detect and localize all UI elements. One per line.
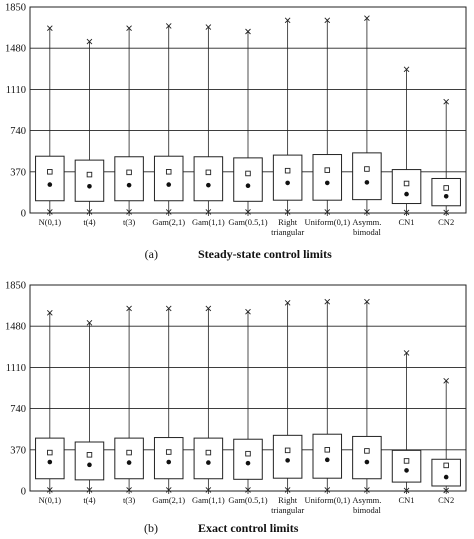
box-iqr bbox=[36, 156, 65, 201]
box-iqr bbox=[313, 155, 342, 201]
x-category-label: Gam(1,1) bbox=[191, 495, 225, 505]
median-marker bbox=[404, 468, 409, 473]
x-category-label: Right bbox=[278, 217, 298, 227]
median-marker bbox=[206, 183, 211, 188]
y-tick-label: 1850 bbox=[5, 280, 26, 292]
median-marker bbox=[246, 461, 251, 466]
x-category-label: t(4) bbox=[83, 217, 96, 227]
mean-marker bbox=[444, 463, 449, 468]
box-iqr bbox=[194, 438, 223, 479]
mean-marker bbox=[246, 451, 251, 456]
mean-marker bbox=[285, 168, 290, 173]
median-marker bbox=[285, 181, 290, 186]
caption-title-a: Steady-state control limits bbox=[198, 247, 332, 261]
box-iqr bbox=[75, 442, 104, 480]
box-iqr bbox=[75, 160, 104, 201]
x-category-label: Gam(1,1) bbox=[191, 217, 225, 227]
median-marker bbox=[246, 183, 251, 188]
plot-layer-a bbox=[5, 3, 466, 238]
median-marker bbox=[365, 460, 370, 465]
median-marker bbox=[325, 181, 330, 186]
box-iqr bbox=[36, 438, 65, 479]
mean-marker bbox=[87, 453, 92, 458]
x-category-label: Uniform(0,1) bbox=[304, 217, 351, 227]
box-iqr bbox=[154, 438, 183, 479]
mean-marker bbox=[206, 170, 211, 175]
mean-marker bbox=[166, 450, 171, 455]
median-marker bbox=[127, 183, 132, 188]
mean-marker bbox=[444, 186, 449, 191]
plot-layer-b bbox=[5, 281, 466, 516]
x-category-label: N(0,1) bbox=[38, 217, 62, 227]
x-category-label: Uniform(0,1) bbox=[304, 495, 351, 505]
mean-marker bbox=[48, 170, 53, 175]
x-category-label: t(3) bbox=[122, 217, 136, 227]
mean-marker bbox=[404, 459, 409, 464]
mean-marker bbox=[404, 181, 409, 186]
box-iqr bbox=[234, 158, 263, 201]
box-iqr bbox=[234, 439, 263, 479]
box-iqr bbox=[392, 170, 421, 204]
box-iqr bbox=[154, 156, 183, 201]
x-category-label: CN1 bbox=[398, 217, 415, 227]
median-marker bbox=[404, 192, 409, 197]
median-marker bbox=[48, 182, 53, 187]
x-category-label: triangular bbox=[271, 505, 305, 515]
y-tick-label: 370 bbox=[10, 445, 26, 457]
box-iqr bbox=[432, 178, 461, 205]
mean-marker bbox=[365, 449, 370, 454]
median-marker bbox=[285, 458, 290, 463]
box-iqr bbox=[273, 155, 302, 200]
x-category-label: N(0,1) bbox=[38, 495, 62, 505]
x-category-label: CN2 bbox=[438, 495, 455, 505]
median-marker bbox=[444, 475, 449, 480]
mean-marker bbox=[206, 450, 211, 455]
median-marker bbox=[87, 463, 92, 468]
y-tick-label: 1110 bbox=[5, 362, 26, 374]
median-marker bbox=[444, 194, 449, 199]
caption-label-b: (b) bbox=[144, 521, 158, 535]
box-iqr bbox=[353, 436, 382, 478]
chart-panel-b bbox=[5, 281, 466, 536]
mean-marker bbox=[127, 450, 132, 455]
y-tick-label: 0 bbox=[20, 208, 26, 220]
mean-marker bbox=[285, 448, 290, 453]
x-category-label: Gam(0.5,1) bbox=[228, 217, 268, 227]
mean-marker bbox=[127, 170, 132, 175]
median-marker bbox=[206, 460, 211, 465]
x-category-label: CN2 bbox=[438, 217, 455, 227]
caption-title-b: Exact control limits bbox=[198, 521, 299, 535]
box-iqr bbox=[194, 157, 223, 201]
median-marker bbox=[365, 180, 370, 185]
box-iqr bbox=[273, 435, 302, 478]
median-marker bbox=[87, 184, 92, 189]
mean-marker bbox=[48, 450, 53, 455]
median-marker bbox=[127, 460, 132, 465]
x-category-label: CN1 bbox=[398, 495, 415, 505]
y-tick-label: 740 bbox=[10, 404, 26, 416]
median-marker bbox=[325, 458, 330, 463]
y-tick-label: 0 bbox=[20, 486, 26, 498]
x-category-label: Asymm. bbox=[352, 217, 382, 227]
x-category-label: Right bbox=[278, 495, 298, 505]
median-marker bbox=[166, 182, 171, 187]
median-marker bbox=[48, 460, 53, 465]
mean-marker bbox=[166, 170, 171, 175]
y-tick-label: 1110 bbox=[5, 84, 26, 96]
box-iqr bbox=[353, 153, 382, 200]
y-tick-label: 1480 bbox=[5, 321, 26, 333]
x-category-label: Gam(0.5,1) bbox=[228, 495, 268, 505]
mean-marker bbox=[87, 172, 92, 177]
mean-marker bbox=[365, 167, 370, 172]
caption-label-a: (a) bbox=[144, 247, 158, 261]
mean-marker bbox=[246, 171, 251, 176]
box-iqr bbox=[392, 450, 421, 482]
x-category-label: bimodal bbox=[352, 227, 381, 237]
x-category-label: Asymm. bbox=[352, 495, 382, 505]
y-tick-label: 370 bbox=[10, 167, 26, 179]
median-marker bbox=[166, 460, 171, 465]
x-category-label: t(3) bbox=[122, 495, 136, 505]
x-category-label: Gam(2,1) bbox=[152, 495, 186, 505]
mean-marker bbox=[325, 168, 330, 173]
x-category-label: Gam(2,1) bbox=[152, 217, 186, 227]
chart-panel-a bbox=[5, 3, 466, 262]
box-iqr bbox=[313, 434, 342, 478]
x-category-label: t(4) bbox=[83, 495, 96, 505]
x-category-label: triangular bbox=[271, 227, 305, 237]
y-tick-label: 1480 bbox=[5, 43, 26, 55]
box-iqr bbox=[115, 438, 144, 479]
mean-marker bbox=[325, 448, 330, 453]
y-tick-label: 1850 bbox=[5, 2, 26, 14]
x-category-label: bimodal bbox=[352, 505, 381, 515]
box-iqr bbox=[115, 157, 144, 201]
y-tick-label: 740 bbox=[10, 126, 26, 138]
